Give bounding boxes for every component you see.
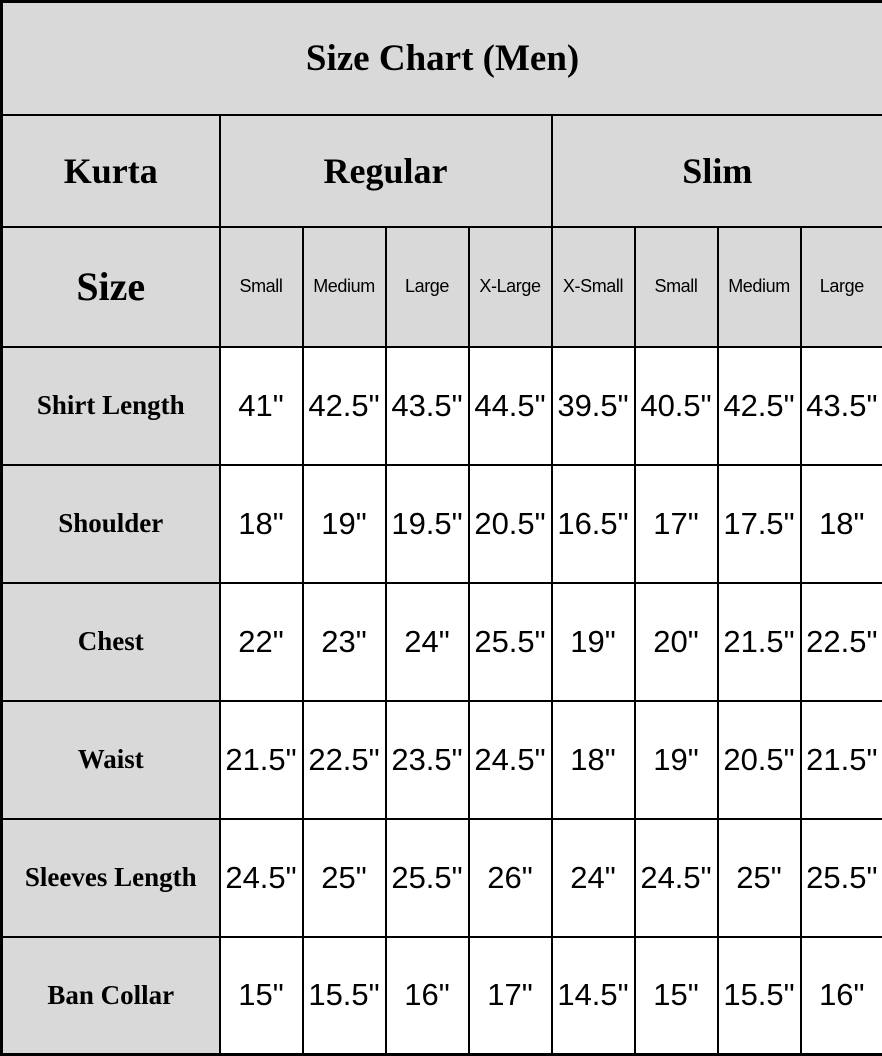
measurement-cell: 18" bbox=[801, 465, 882, 583]
col-header-slim-xsmall: X-Small bbox=[552, 227, 635, 347]
measurement-cell: 21.5" bbox=[718, 583, 801, 701]
row-label: Waist bbox=[2, 701, 220, 819]
measurement-cell: 43.5" bbox=[386, 347, 469, 465]
row-label: Sleeves Length bbox=[2, 819, 220, 937]
measurement-cell: 21.5" bbox=[220, 701, 303, 819]
measurement-cell: 42.5" bbox=[718, 347, 801, 465]
measurement-cell: 24.5" bbox=[635, 819, 718, 937]
measurement-cell: 25" bbox=[303, 819, 386, 937]
measurement-cell: 24.5" bbox=[469, 701, 552, 819]
measurement-row-sleeves-length bbox=[2, 819, 882, 937]
measurement-cell: 14.5" bbox=[552, 937, 635, 1055]
title-row bbox=[2, 2, 882, 115]
chart-title: Size Chart (Men) bbox=[2, 2, 882, 115]
measurement-cell: 15.5" bbox=[303, 937, 386, 1055]
measurement-cell: 15.5" bbox=[718, 937, 801, 1055]
row-label: Shoulder bbox=[2, 465, 220, 583]
measurement-cell: 20" bbox=[635, 583, 718, 701]
measurement-cell: 25.5" bbox=[386, 819, 469, 937]
size-header-row bbox=[2, 227, 882, 347]
group-header-row bbox=[2, 115, 882, 227]
measurement-cell: 25" bbox=[718, 819, 801, 937]
col-header-slim-small: Small bbox=[635, 227, 718, 347]
measurement-cell: 39.5" bbox=[552, 347, 635, 465]
measurement-row-shoulder bbox=[2, 465, 882, 583]
measurement-cell: 42.5" bbox=[303, 347, 386, 465]
col-header-regular-medium: Medium bbox=[303, 227, 386, 347]
measurement-cell: 24" bbox=[386, 583, 469, 701]
row-label: Ban Collar bbox=[2, 937, 220, 1055]
measurement-cell: 17" bbox=[469, 937, 552, 1055]
group-header-regular: Regular bbox=[220, 115, 552, 227]
group-header-slim: Slim bbox=[552, 115, 882, 227]
measurement-cell: 22.5" bbox=[801, 583, 882, 701]
measurement-cell: 44.5" bbox=[469, 347, 552, 465]
col-header-slim-large: Large bbox=[801, 227, 882, 347]
measurement-cell: 25.5" bbox=[801, 819, 882, 937]
measurement-cell: 18" bbox=[220, 465, 303, 583]
measurement-row-ban-collar bbox=[2, 937, 882, 1055]
measurement-cell: 15" bbox=[635, 937, 718, 1055]
measurement-cell: 20.5" bbox=[469, 465, 552, 583]
measurement-row-waist bbox=[2, 701, 882, 819]
measurement-row-chest bbox=[2, 583, 882, 701]
measurement-cell: 25.5" bbox=[469, 583, 552, 701]
row-label: Chest bbox=[2, 583, 220, 701]
measurement-cell: 16.5" bbox=[552, 465, 635, 583]
measurement-cell: 23" bbox=[303, 583, 386, 701]
measurement-cell: 15" bbox=[220, 937, 303, 1055]
measurement-cell: 22.5" bbox=[303, 701, 386, 819]
measurement-cell: 20.5" bbox=[718, 701, 801, 819]
measurement-cell: 21.5" bbox=[801, 701, 882, 819]
measurement-cell: 22" bbox=[220, 583, 303, 701]
corner-label-kurta: Kurta bbox=[2, 115, 220, 227]
measurement-cell: 18" bbox=[552, 701, 635, 819]
row-label: Shirt Length bbox=[2, 347, 220, 465]
measurement-cell: 40.5" bbox=[635, 347, 718, 465]
measurement-cell: 16" bbox=[801, 937, 882, 1055]
measurement-cell: 16" bbox=[386, 937, 469, 1055]
measurement-cell: 24" bbox=[552, 819, 635, 937]
size-label: Size bbox=[2, 227, 220, 347]
measurement-cell: 41" bbox=[220, 347, 303, 465]
measurement-cell: 23.5" bbox=[386, 701, 469, 819]
measurement-cell: 43.5" bbox=[801, 347, 882, 465]
measurement-cell: 24.5" bbox=[220, 819, 303, 937]
col-header-regular-xlarge: X-Large bbox=[469, 227, 552, 347]
measurement-cell: 19.5" bbox=[386, 465, 469, 583]
col-header-regular-small: Small bbox=[220, 227, 303, 347]
measurement-cell: 19" bbox=[552, 583, 635, 701]
measurement-cell: 17.5" bbox=[718, 465, 801, 583]
measurement-cell: 19" bbox=[635, 701, 718, 819]
measurement-cell: 26" bbox=[469, 819, 552, 937]
measurement-row-shirt-length bbox=[2, 347, 882, 465]
measurement-cell: 17" bbox=[635, 465, 718, 583]
col-header-slim-medium: Medium bbox=[718, 227, 801, 347]
col-header-regular-large: Large bbox=[386, 227, 469, 347]
measurement-cell: 19" bbox=[303, 465, 386, 583]
